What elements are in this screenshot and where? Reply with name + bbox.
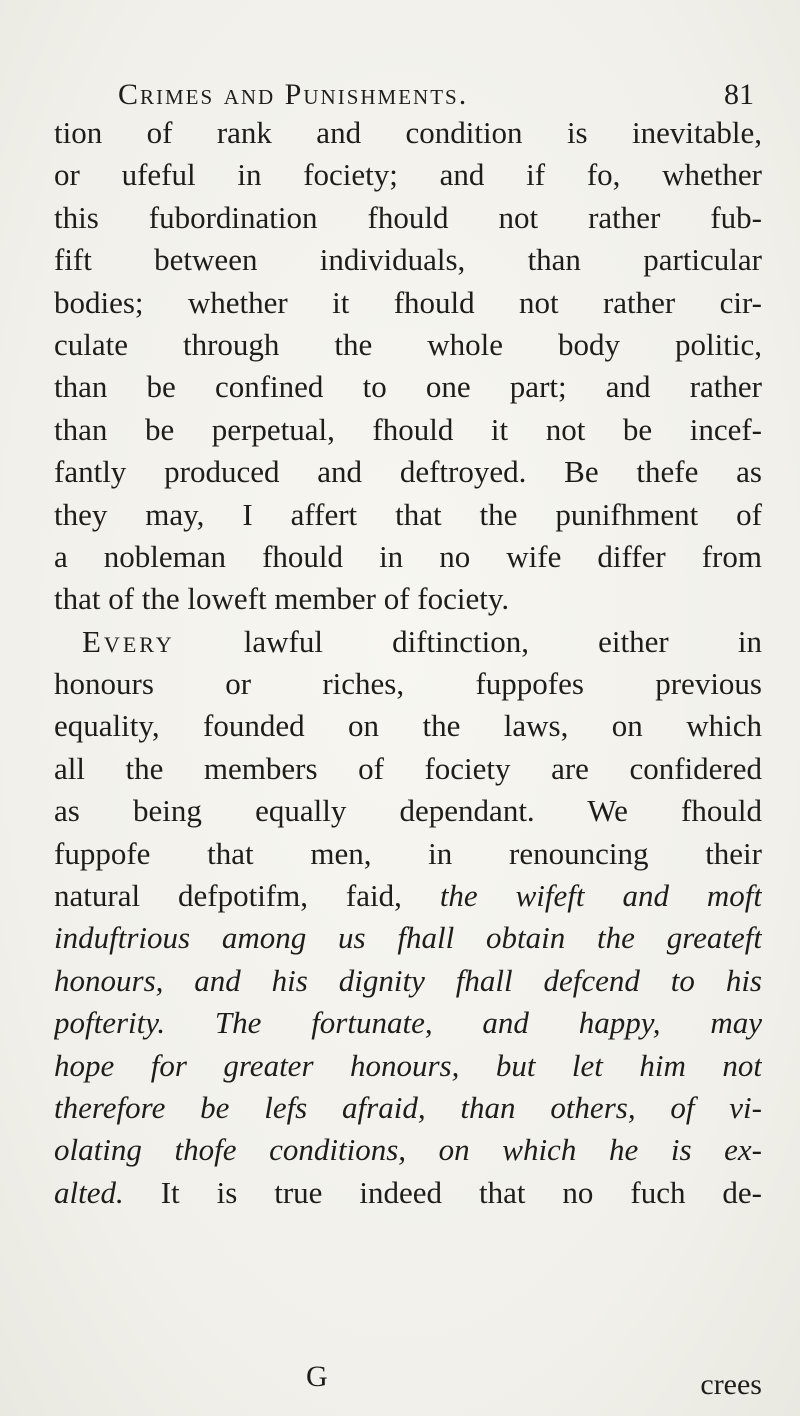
text-line: tion of rank and condition is inevitable,: [54, 115, 762, 150]
text-line: fuppofe that men, in renouncing their: [54, 835, 762, 871]
text-line: culate through the whole body politic,: [54, 326, 762, 362]
text-line: than be confined to one part; and rather: [54, 369, 762, 405]
italic-line: hope for greater honours, but let him not: [54, 1047, 762, 1083]
italic-line: pofterity. The fortunate, and happy, may: [54, 1005, 762, 1041]
text-line: bodies; whether it fhould not rather cir-: [54, 284, 762, 320]
italic-line: induftrious among us fhall obtain the greateft: [54, 920, 762, 956]
signature-mark: G: [306, 1360, 328, 1393]
text-line: they may, I affert that the punifhment of: [54, 496, 762, 532]
running-head: Crimes and Punishments.: [118, 78, 469, 111]
body-text: [54, 112, 762, 1214]
text-line: a nobleman fhould in no wife differ from: [54, 538, 762, 574]
roman-text: natural defpotifm, faid,: [54, 878, 440, 914]
mixed-line: [54, 1172, 762, 1214]
text-line: or ufeful in fociety; and if fo, whether: [54, 157, 762, 193]
catchword: crees: [700, 1368, 762, 1401]
text-line: than be perpetual, fhould it not be incef-: [54, 411, 762, 447]
mixed-line: [54, 875, 762, 917]
text-line: fantly produced and deftroyed. Be thefe as: [54, 454, 762, 490]
text-line: as being equally dependant. We fhould: [54, 793, 762, 829]
italic-line: honours, and his dignity fhall defcend to his: [54, 962, 762, 998]
line-rest: lawful diftinction, either in: [174, 623, 762, 659]
italic-quote: the wifeft and moft: [439, 878, 762, 914]
text-line: this fubordination fhould not rather fub-: [54, 199, 762, 235]
page-footer: [54, 1360, 762, 1400]
text-line: fift between individuals, than particular: [54, 242, 762, 278]
italic-quote-end: alted.: [54, 1174, 124, 1210]
paragraph-start-line: [54, 621, 762, 663]
roman-text: It is true indeed that no fuch de-: [123, 1174, 762, 1210]
text-line: all the members of fociety are confidered: [54, 750, 762, 786]
italic-line: therefore be lefs afraid, than others, of vi-: [54, 1089, 762, 1125]
text-line: equality, founded on the laws, on which: [54, 708, 762, 744]
small-caps-word: Every: [82, 623, 175, 659]
italic-line: olating thofe conditions, on which he is ex-: [54, 1132, 762, 1168]
page-number: 81: [724, 78, 754, 111]
text-line: honours or riches, fuppofes previous: [54, 666, 762, 702]
paragraph-end-line: that of the loweft member of fociety.: [54, 581, 510, 617]
